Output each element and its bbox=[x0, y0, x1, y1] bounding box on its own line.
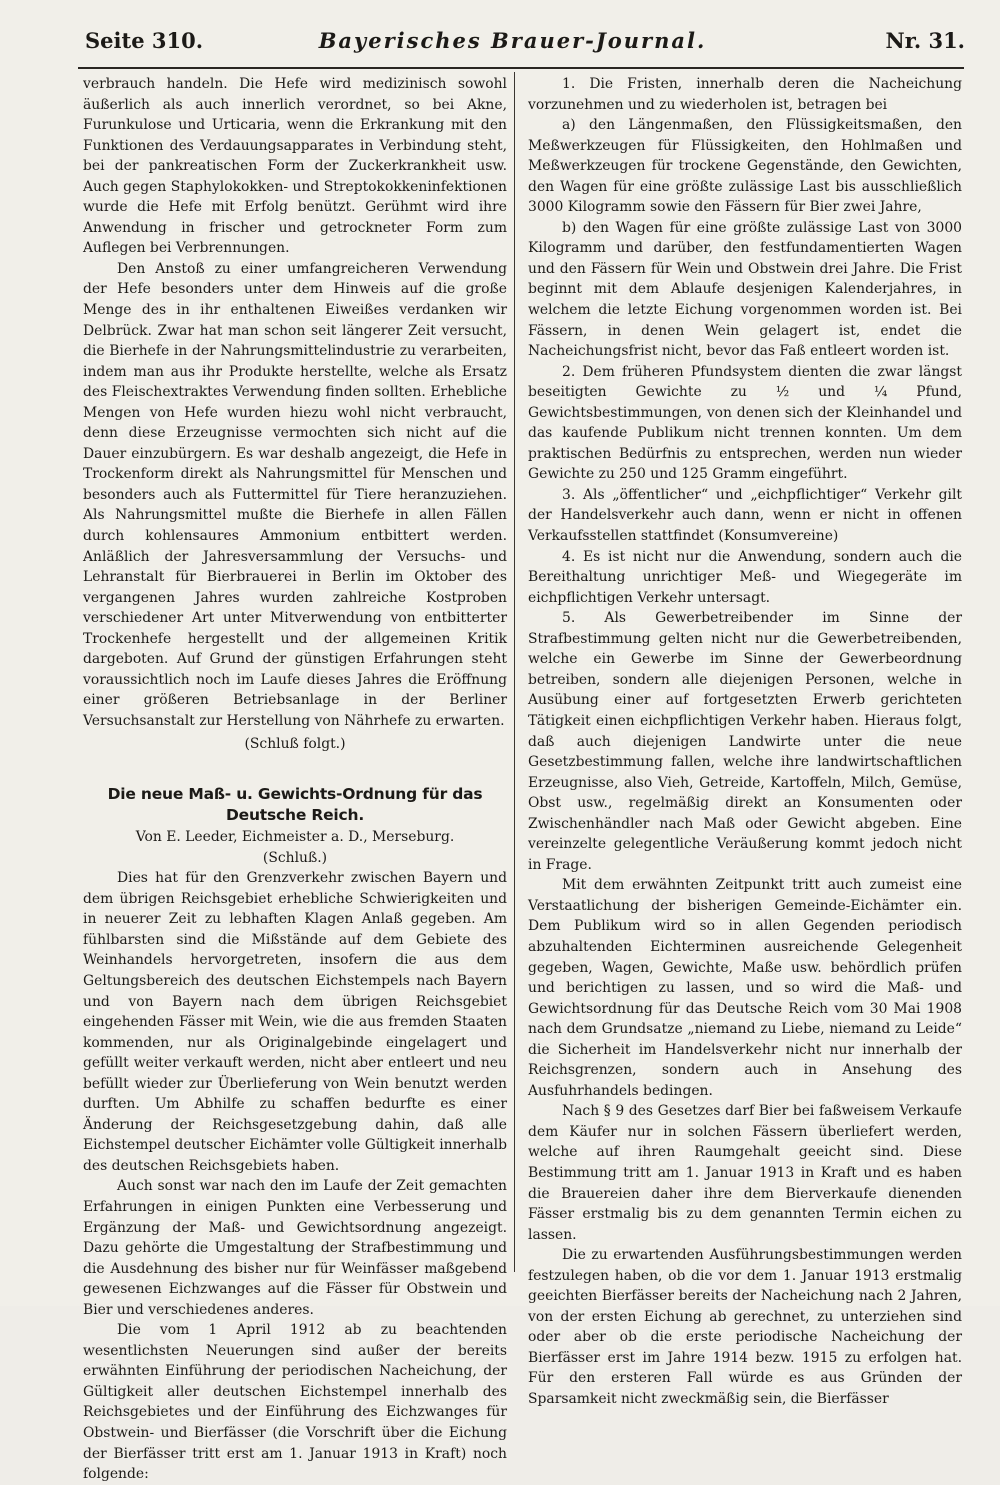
paragraph: Den Anstoß zu einer umfangreicheren Verwendung der Hefe besonders unter dem Hinweis auf die große Menge des in ihr enthaltenen Eiweißes verdanken wir Delbrück. Zwar hat man schon seit längerer Zeit versucht, die Bierhefe in der Nahrungsmittelindustrie zu verarbeiten, indem man aus ihr Produkte herstellte, welche als Ersatz des Fleischextraktes Verwendung finden sollten. Erhebliche Mengen von Hefe wurden hiezu wohl nicht verbraucht, denn diese Erzeugnisse vermochten sich nicht auf die Dauer einzubürgern. Es war deshalb angezeigt, die Hefe in Trockenform direkt als Nahrungsmittel für Menschen und besonders auch als Futtermittel für Tiere heranzuziehen. Als Nahrungsmittel mußte die Bierhefe in allen Fällen durch kohlensaures Ammonium entbittert werden. Anläßlich der Jahresversammlung der Versuchs- und Lehranstalt für Bierbrauerei in Berlin im Oktober des vergangenen Jahres wurden zahlreiche Kostproben verschiedener Art unter Mitverwendung von entbitterter Trockenhefe hergestellt und der allgemeinen Kritik dargeboten. Auf Grund der günstigen Erfahrungen steht voraussichtlich noch im Laufe dieses Jahres die Eröffnung einer größeren Betriebsanlage in der Berliner Versuchsanstalt zur Herstellung von Nährhefe zu erwarten. bbox=[83, 260, 507, 729]
paragraph: b) den Wagen für eine größte zulässige Last von 3000 Kilogramm und darüber, den festfundamentierten Wagen und den Fässern für Wein und Obstwein drei Jahre. Die Frist beginnt mit dem Ablaufe desjenigen Kalenderjahres, in welchem die letzte Eichung vorgenommen worden ist. Bei Fässern, in denen Wein gelagert ist, endet die Nacheichungsfrist nicht, bevor das Faß entleert worden ist. bbox=[528, 219, 962, 360]
paragraph: Auch sonst war nach den im Laufe der Zeit gemachten Erfahrungen in einigen Punkten eine Verbesserung und Ergänzung der Maß- und Gewichtsordnung angezeigt. Dazu gehörte die Umgestaltung der Strafbestimmung und die Ausdehnung des bisher nur für Weinfässer maßgebend gewesenen Eichzwanges auf die Fässer für Obstwein und Bier und verschiedenes anderes. bbox=[83, 1178, 507, 1318]
paragraph: a) den Längenmaßen, den Flüssigkeitsmaßen, den Meßwerkzeugen für Flüssigkeiten, den Hohlmaßen und Meßwerkzeugen für trockene Gegenstände, den Gewichten, den Wagen für eine größte zulässige Last bis ausschließlich 3000 Kilogramm sowie den Fässern für Bier zwei Jahre, bbox=[528, 117, 962, 216]
paragraph: Die zu erwartenden Ausführungsbestimmungen werden festzulegen haben, ob die vor dem 1. Januar 1913 erstmalig geeichten Bierfässer bereits der Nacheichung nach 2 Jahren, von der ersten Eichung ab gerechnet, zu unterziehen sind oder aber ob die erste periodische Nacheichung der Bierfässer erst im Jahre 1914 bezw. 1915 zu erfolgen hat. Für den ersteren Fall würde es aus Gründen der Sparsamkeit nicht zweckmäßig sein, die Bierfässer bbox=[528, 1247, 962, 1407]
paragraph: 5. Als Gewerbetreibender im Sinne der Strafbestimmung gelten nicht nur die Gewerbetreibenden, welche ein Gewerbe im Sinne der Gewerbeordnung betreiben, sondern alle diejenigen Personen, welche in Ausübung einer auf fortgesetzten Erwerb gerichteten Tätigkeit einen eichpflichtigen Verkehr haben. Hieraus folgt, daß auch diejenigen Landwirte unter die neue Gesetzbestimmung fallen, welche ihre landwirtschaftlichen Erzeugnisse, also Vieh, Getreide, Kartoffeln, Milch, Gemüse, Obst usw., regelmäßig direkt an Konsumenten oder Zwischenhändler nach Maß oder Gewicht abgeben. Eine vereinzelte gelegentliche Veräußerung kommt jedoch nicht in Frage. bbox=[528, 610, 962, 873]
paragraph: Nach § 9 des Gesetzes darf Bier bei faßweisem Verkaufe dem Käufer nur in solchen Fässern überliefert werden, welche auf ihren Raumgehalt geeicht sind. Diese Bestimmung tritt am 1. Januar 1913 in Kraft und es haben die Brauereien daher ihre dem Bierverkaufe dienenden Fässer erstmalig bis zu dem genannten Termin eichen zu lassen. bbox=[528, 1103, 962, 1243]
paragraph: Dies hat für den Grenzverkehr zwischen Bayern und dem übrigen Reichsgebiet erhebliche Schwierigkeiten und in neuerer Zeit zu lebhaften Klagen Anlaß gegeben. Am fühlbarsten sind die Mißstände auf dem Gebiete des Weinhandels hervorgetreten, insofern die aus dem Geltungsbereich des deutschen Eichstempels nach Bayern und von Bayern nach dem übrigen Reichsgebiet eingehenden Fässer mit Wein, wie die aus fremden Staaten kommenden, nur als Originalgebinde eingelagert und gefüllt weiter verkauft werden, nicht aber entleert und neu befüllt wieder zur Überlieferung von Wein benutzt werden durften. Um Abhilfe zu schaffen bedurfte es einer Änderung der Reichsgesetzgebung dahin, daß alle Eichstempel deutscher Eichämter volle Gültigkeit innerhalb des deutschen Reichsgebiets haben. bbox=[83, 870, 507, 1174]
page-header bbox=[60, 28, 965, 68]
paragraph: 1. Die Fristen, innerhalb deren die Nacheichung vorzunehmen und zu wiederholen ist, betragen bei bbox=[528, 76, 962, 113]
journal-title: Bayerisches Brauer-Journal. bbox=[318, 28, 707, 53]
right-column bbox=[528, 74, 962, 1410]
paragraph: 2. Dem früheren Pfundsystem dienten die zwar längst beseitigten Gewichte zu ½ und ¼ Pfund, Gewichtsbestimmungen, von denen sich der Kleinhandel und das kaufende Publikum nicht trennen konnten. Um dem praktischen Bedürfnis zu entsprechen, werden nun wieder Gewichte zu 250 und 125 Gramm eingeführt. bbox=[528, 363, 962, 483]
byline: Von E. Leeder, Eichmeister a. D., Merseburg. bbox=[135, 829, 455, 846]
paragraph: Mit dem erwähnten Zeitpunkt tritt auch zumeist eine Verstaatlichung der bisherigen Gemeinde-Eichämter ein. Dem Publikum wird so in allen Gegenden periodisch abzuhaltenden Eichterminen ausreichende Gelegenheit gegeben, Wagen, Gewichte, Maße usw. behördlich prüfen und berichtigen zu lassen, und so wird die Maß- und Gewichtsordnung für das Deutsche Reich vom 30 Mai 1908 nach dem Grundsatze „niemand zu Liebe, niemand zu Leide“ die Sicherheit im Handelsverkehr nicht nur innerhalb der Reichsgrenzen, sondern auch in Ansehung des Ausfuhrhandels bedingen. bbox=[528, 877, 962, 1099]
paragraph: 4. Es ist nicht nur die Anwendung, sondern auch die Bereithaltung unrichtiger Meß- und Wiegegeräte im eichpflichtigen Verkehr untersagt. bbox=[528, 548, 962, 606]
continued-note: (Schluß folgt.) bbox=[244, 735, 346, 752]
issue-number: Nr. 31. bbox=[885, 28, 965, 53]
header-rule bbox=[78, 67, 964, 69]
column-divider bbox=[514, 72, 515, 1272]
paragraph: 3. Als „öffentlicher“ und „eichpflichtiger“ Verkehr gilt der Handelsverkehr auch dann, wenn er nicht in offenen Verkaufsstellen stattfindet (Konsumvereine) bbox=[528, 486, 962, 545]
conclusion-note: (Schluß.) bbox=[262, 849, 328, 866]
left-column bbox=[83, 74, 507, 1485]
paragraph: Die vom 1 April 1912 ab zu beachtenden wesentlichsten Neuerungen sind außer der bereits erwähnten Einführung der periodischen Nacheichung, der Gültigkeit aller deutschen Eichstempel innerhalb des Reichsgebietes und der Einführung des Eichzwanges für Obstwein- und Bierfässer (die Vorschrift über die Eichung der Bierfässer tritt erst am 1. Januar 1913 in Kraft) noch folgende: bbox=[83, 1322, 507, 1483]
paragraph: verbrauch handeln. Die Hefe wird medizinisch sowohl äußerlich als auch innerlich verordnet, so bei Akne, Furunkulose und Urticaria, wenn die Erkrankung mit den Funktionen des Verdauungsapparates in Verbindung steht, bei der pankreatischen Form der Zuckerkrankheit usw. Auch gegen Staphylokokken- und Streptokokkeninfektionen wurde die Hefe mit Erfolg benützt. Gerühmt wird ihre Anwendung in frischer und getrockneter Form zum Auflegen bei Verbrennungen. bbox=[83, 76, 507, 257]
page-number: Seite 310. bbox=[85, 28, 204, 53]
article-title: Die neue Maß- u. Gewichts-Ordnung für das Deutsche Reich. bbox=[107, 785, 483, 824]
